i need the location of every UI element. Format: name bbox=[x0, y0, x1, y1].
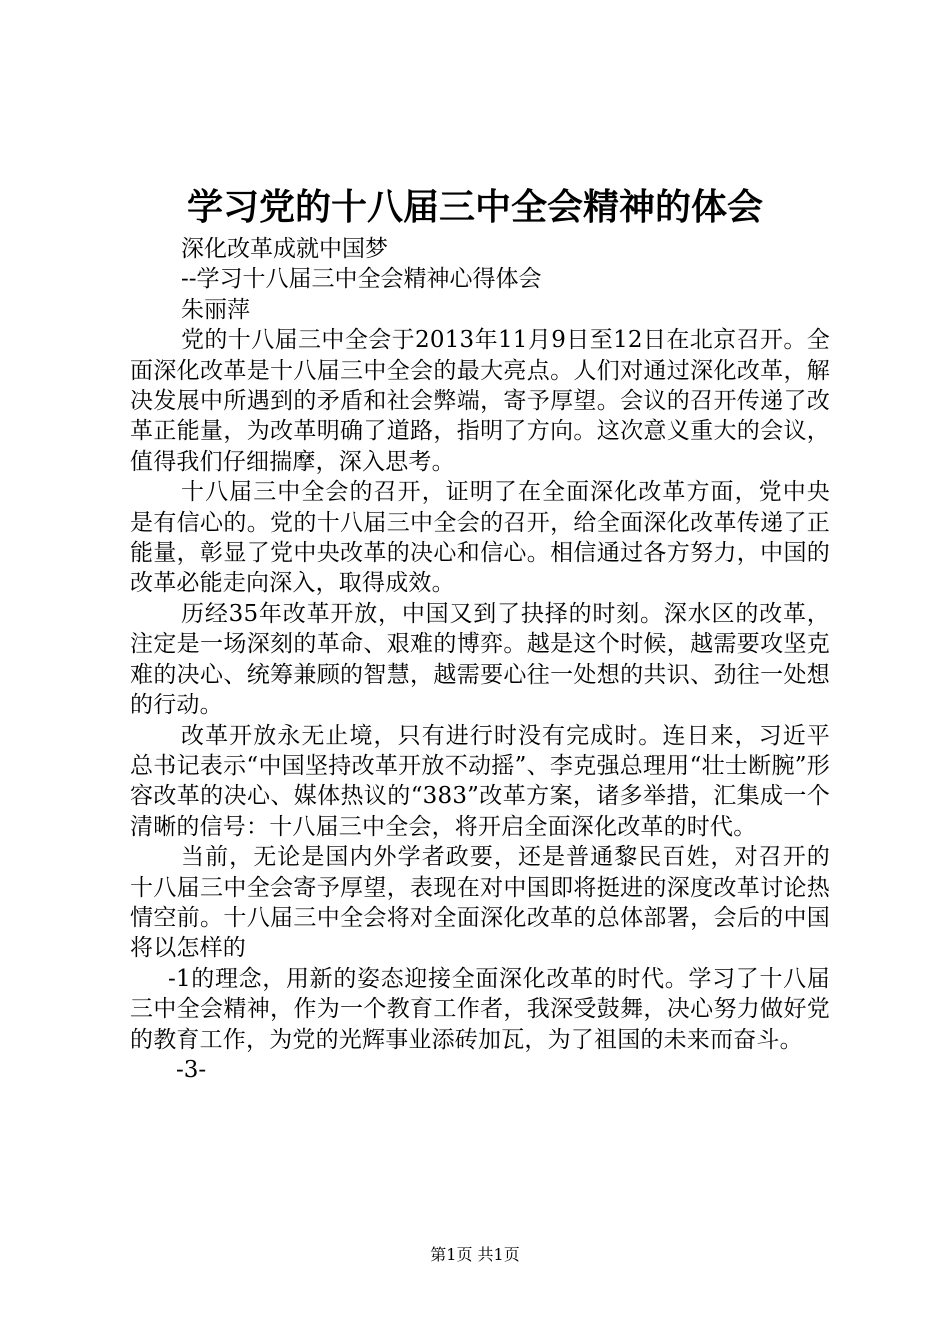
paragraph-5: 当前，无论是国内外学者政要，还是普通黎民百姓，对召开的十八届三中全会寄予厚望，表现在对中国即将挺进的深度改革讨论热情空前。十八届三中全会将对全面深化改革的总体部署，会后的中国将以怎样的 bbox=[130, 844, 830, 962]
paragraph-2: 十八届三中全会的召开，证明了在全面深化改革方面，党中央是有信心的。党的十八届三中全会的召开，给全面深化改革传递了正能量，彰显了党中央改革的决心和信心。相信通过各方努力，中国的改革必能走向深入，取得成效。 bbox=[130, 479, 830, 597]
paragraph-1: 党的十八届三中全会于2013年11月9日至12日在北京召开。全面深化改革是十八届三中全会的最大亮点。人们对通过深化改革，解决发展中所遇到的矛盾和社会弊端，寄予厚望。会议的召开传递了改革正能量，为改革明确了道路，指明了方向。这次意义重大的会议，值得我们仔细揣摩，深入思考。 bbox=[130, 327, 830, 475]
paragraph-6: -1的理念，用新的姿态迎接全面深化改革的时代。学习了十八届三中全会精神，作为一个教育工作者，我深受鼓舞，决心努力做好党的教育工作，为党的光辉事业添砖加瓦，为了祖国的未来而奋斗。 bbox=[130, 965, 830, 1053]
paragraph-4: 改革开放永无止境，只有进行时没有完成时。连日来，习近平总书记表示“中国坚持改革开放不动摇”、李克强总理用“壮士断腕”形容改革的决心、媒体热议的“383”改革方案，诸多举措，汇集成一个清晰的信号：十八届三中全会，将开启全面深化改革的时代。 bbox=[130, 722, 830, 840]
page-marker: -3- bbox=[176, 1056, 207, 1083]
page-footer: 第1页 共1页 bbox=[430, 1245, 520, 1264]
document-body bbox=[130, 234, 830, 1085]
subtitle-2: --学习十八届三中全会精神心得体会 bbox=[181, 266, 542, 293]
paragraph-3: 历经35年改革开放，中国又到了抉择的时刻。深水区的改革，注定是一场深刻的革命、艰难的博弈。越是这个时候，越需要攻坚克难的决心、统筹兼顾的智慧，越需要心往一处想的共识、劲往一处想的行动。 bbox=[130, 600, 830, 719]
subtitle: 深化改革成就中国梦 bbox=[181, 236, 388, 262]
document-title: 学习党的十八届三中全会精神的体会 bbox=[186, 187, 763, 228]
author: 朱丽萍 bbox=[181, 296, 250, 323]
